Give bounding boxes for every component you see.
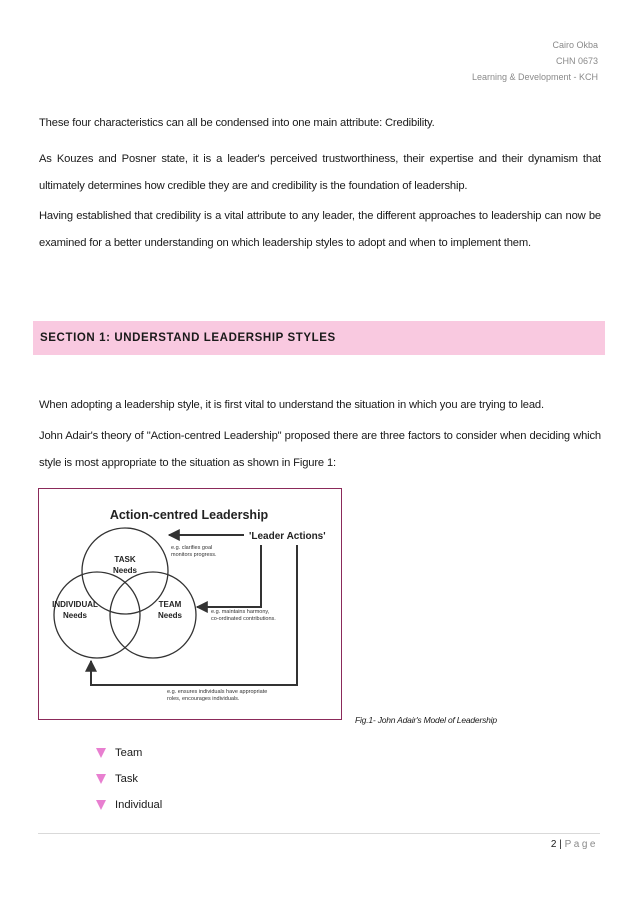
- footer-separator: |: [556, 839, 565, 850]
- paragraph-credibility-summary: These four characteristics can all be condensed into one main attribute: Credibility.: [39, 117, 435, 129]
- pink-triangle-bullet-icon: [96, 748, 106, 758]
- paragraph-approaches: Having established that credibility is a vital attribute to any leader, the different approaches to leadership can now be examined for a better understanding on which leadership styles to adopt and when to implement them.: [39, 210, 601, 249]
- figure-title: Action-centred Leadership: [109, 508, 269, 522]
- list-item: [96, 792, 162, 818]
- pink-triangle-bullet-icon: [96, 774, 106, 784]
- list-item: [96, 766, 162, 792]
- page-footer: [551, 839, 598, 850]
- team-circle: [110, 572, 196, 658]
- task-note-line-1: e.g. clarifies goal: [171, 545, 213, 551]
- header-department: Learning & Development - KCH: [471, 72, 598, 82]
- section-heading: SECTION 1: UNDERSTAND LEADERSHIP STYLES: [33, 321, 605, 355]
- paragraph-adair-theory: John Adair's theory of "Action-centred Leadership" proposed there are three factors to consider when deciding which style is most appropriate to the situation as shown in Figure 1:: [39, 430, 601, 469]
- page-number: 2: [550, 839, 557, 850]
- paragraph-kouzes-posner: As Kouzes and Posner state, it is a leader's perceived trustworthiness, their expertise and their dynamism that ultimately determines how credible they are and credibility is the foundation of leadership.: [39, 153, 601, 192]
- task-needs-label: Needs: [112, 566, 138, 575]
- task-note-line-2: monitors progress.: [171, 552, 217, 558]
- header-code: CHN 0673: [555, 56, 598, 66]
- header-author: Cairo Okba: [552, 40, 598, 50]
- individual-note-line-2: roles, encourages individuals.: [167, 696, 240, 702]
- leader-actions-label: 'Leader Actions': [249, 531, 326, 542]
- list-item-label: Team: [115, 747, 143, 759]
- list-item-label: Individual: [115, 799, 163, 811]
- page-label: Page: [564, 839, 598, 850]
- list-item: [96, 740, 162, 766]
- footer-divider: [38, 833, 600, 834]
- factor-list: [96, 740, 162, 818]
- individual-needs-label: Needs: [62, 611, 88, 620]
- figure-caption: Fig.1- John Adair's Model of Leadership: [355, 715, 497, 725]
- figure-action-centred-leadership: [38, 488, 342, 720]
- team-note-line-2: co-ordinated contributions.: [211, 616, 276, 622]
- list-item-label: Task: [115, 773, 139, 785]
- pink-triangle-bullet-icon: [96, 800, 106, 810]
- page-header: [472, 37, 598, 85]
- paragraph-situation: When adopting a leadership style, it is first vital to understand the situation in which you are trying to lead.: [39, 399, 544, 411]
- team-needs-label: Needs: [157, 611, 183, 620]
- team-note-line-1: e.g. maintains harmony,: [211, 609, 270, 615]
- team-label: TEAM: [158, 600, 182, 609]
- venn-diagram: [39, 489, 341, 719]
- individual-note-line-1: e.g. ensures individuals have appropriate: [167, 689, 268, 695]
- task-label: TASK: [114, 555, 136, 564]
- individual-label: INDIVIDUAL: [52, 600, 98, 609]
